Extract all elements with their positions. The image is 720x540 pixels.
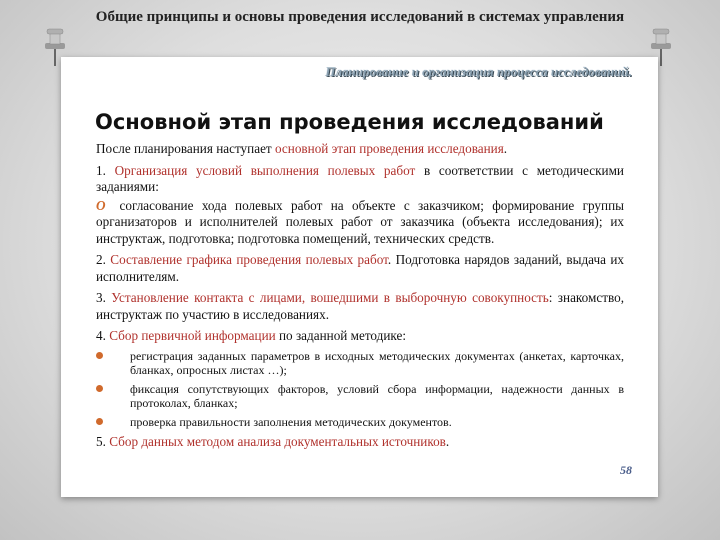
bullet-dot-icon bbox=[96, 385, 103, 392]
list-item bbox=[96, 349, 624, 377]
item-4-bullet-list bbox=[96, 349, 624, 429]
item-1 bbox=[96, 163, 624, 196]
item-4-highlight: Сбор первичной информации bbox=[109, 328, 276, 343]
item-3-text: : знакомство, инструктаж по участию в исследованиях. bbox=[96, 290, 624, 322]
item-1-highlight: Организация условий выполнения полевых работ bbox=[114, 162, 416, 178]
item-3 bbox=[96, 290, 624, 323]
slide-header-title: Общие принципы и основы проведения исследований в системах управления bbox=[95, 9, 625, 25]
item-5-number: 5. bbox=[96, 433, 110, 449]
slide-heading: Основной этап проведения исследований bbox=[95, 110, 604, 134]
o-bullet-icon: O bbox=[96, 197, 106, 213]
intro-end: . bbox=[503, 141, 508, 156]
list-item-text: проверка правильности заполнения методических документов. bbox=[130, 414, 452, 429]
item-4 bbox=[96, 328, 624, 345]
item-2-text: . Подготовка нарядов заданий, выдача их исполнителям. bbox=[96, 252, 624, 284]
bullet-dot-icon bbox=[96, 418, 103, 425]
slide-subtitle: Планирование и организация процесса исследований. bbox=[325, 64, 632, 79]
item-3-highlight: Установление контакта с лицами, вошедшими в выборочную совокупность bbox=[111, 290, 549, 305]
item-4-text: по заданной методике: bbox=[275, 328, 406, 343]
slide-content bbox=[96, 141, 624, 455]
item-1-sub-text: согласование хода полевых работ на объекте с заказчиком; формирование группы организаторов и исполнителей полевых работ от заказчика (объекта исследования); их инструктаж, подготовка; подготовка помещений, технических средств. bbox=[96, 197, 624, 246]
item-1-text: в соответствии с методическими заданиями: bbox=[96, 162, 624, 194]
item-2-number: 2. bbox=[96, 252, 111, 267]
item-2 bbox=[96, 252, 624, 285]
list-item-text: регистрация заданных параметров в исходных методических документах (анкетах, карточках, бланках, опросных листах …); bbox=[130, 348, 624, 377]
page-number: 58 bbox=[620, 463, 632, 477]
item-5-highlight: Сбор данных методом анализа документальных источников bbox=[109, 433, 446, 449]
item-1-number: 1. bbox=[96, 162, 115, 178]
item-5-text: . bbox=[445, 433, 450, 449]
list-item-text: фиксация сопутствующих факторов, условий сбора информации, надежности данных в протоколах, бланках; bbox=[130, 381, 624, 410]
intro-paragraph bbox=[96, 141, 624, 158]
item-5 bbox=[96, 434, 624, 451]
list-item bbox=[96, 415, 624, 429]
item-3-number: 3. bbox=[96, 290, 112, 305]
bullet-dot-icon bbox=[96, 352, 103, 359]
list-item bbox=[96, 382, 624, 410]
item-1-sub bbox=[96, 198, 624, 248]
intro-highlight: основной этап проведения исследования bbox=[274, 141, 504, 156]
intro-text: После планирования наступает bbox=[96, 141, 275, 156]
item-4-number: 4. bbox=[96, 328, 110, 343]
item-2-highlight: Составление графика проведения полевых работ bbox=[110, 252, 388, 267]
